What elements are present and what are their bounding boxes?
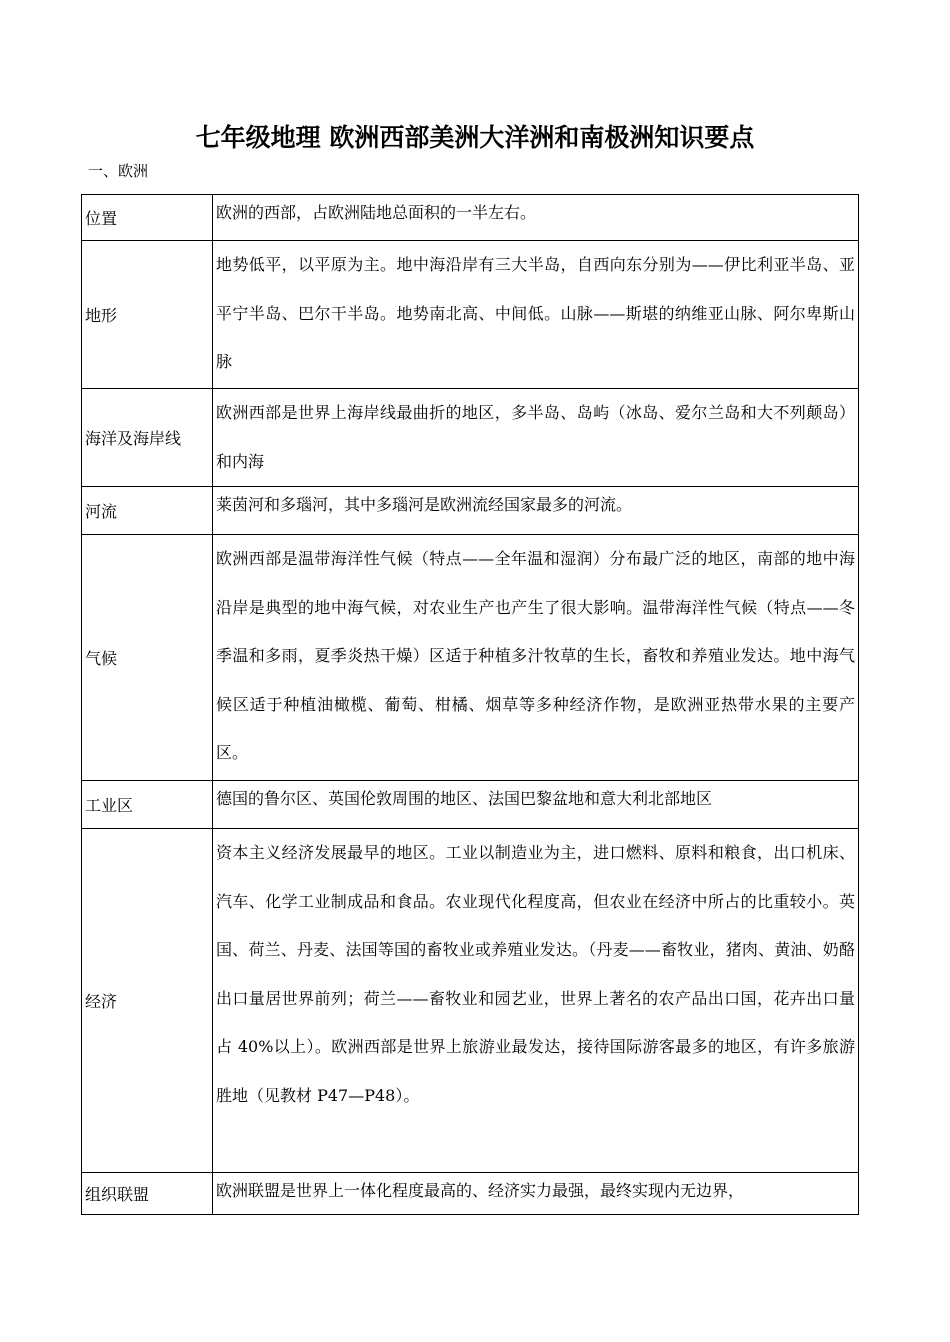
knowledge-table (81, 194, 859, 1215)
row-label: 河流 (82, 487, 213, 535)
row-content: 德国的鲁尔区、英国伦敦周围的地区、法国巴黎盆地和意大利北部地区 (213, 781, 859, 829)
row-content: 欧洲西部是温带海洋性气候（特点——全年温和湿润）分布最广泛的地区，南部的地中海沿岸是典型的地中海气候，对农业生产也产生了很大影响。温带海洋性气候（特点——冬季温和多雨，夏季炎热干燥）区适于种植多汁牧草的生长，畜牧和养殖业发达。地中海气候区适于种植油橄榄、葡萄、柑橘、烟草等多种经济作物，是欧洲亚热带水果的主要产区。 (213, 535, 859, 781)
row-content: 莱茵河和多瑙河，其中多瑙河是欧洲流经国家最多的河流。 (213, 487, 859, 535)
row-content: 欧洲联盟是世界上一体化程度最高的、经济实力最强，最终实现内无边界， (213, 1173, 859, 1215)
table-row (82, 487, 859, 535)
row-label: 气候 (82, 535, 213, 781)
row-content: 地势低平，以平原为主。地中海沿岸有三大半岛，自西向东分别为——伊比利亚半岛、亚平宁半岛、巴尔干半岛。地势南北高、中间低。山脉——斯堪的纳维亚山脉、阿尔卑斯山脉 (213, 241, 859, 389)
section-heading: 一、欧洲 (88, 162, 149, 180)
table-row (82, 781, 859, 829)
table-row (82, 389, 859, 487)
row-label: 位置 (82, 195, 213, 241)
page-title: 七年级地理 欧洲西部美洲大洋洲和南极洲知识要点 (195, 123, 755, 152)
row-label: 组织联盟 (82, 1173, 213, 1215)
table-row (82, 195, 859, 241)
table-row (82, 241, 859, 389)
table-row (82, 535, 859, 781)
row-label: 经济 (82, 829, 213, 1173)
row-content: 资本主义经济发展最早的地区。工业以制造业为主，进口燃料、原料和粮食，出口机床、汽车、化学工业制成品和食品。农业现代化程度高，但农业在经济中所占的比重较小。英国、荷兰、丹麦、法国等国的畜牧业或养殖业发达。（丹麦——畜牧业，猪肉、黄油、奶酪出口量居世界前列；荷兰——畜牧业和园艺业，世界上著名的农产品出口国，花卉出口量占 40%以上）。欧洲西部是世界上旅游业最发达，接待国际游客最多的地区，有许多旅游胜地（见教材 P47—P48）。 (213, 829, 859, 1173)
table-row (82, 829, 859, 1173)
row-label: 工业区 (82, 781, 213, 829)
row-content: 欧洲西部是世界上海岸线最曲折的地区，多半岛、岛屿（冰岛、爱尔兰岛和大不列颠岛）和内海 (213, 389, 859, 487)
table-row (82, 1173, 859, 1215)
row-label: 地形 (82, 241, 213, 389)
row-label: 海洋及海岸线 (82, 389, 213, 487)
row-content: 欧洲的西部，占欧洲陆地总面积的一半左右。 (213, 195, 859, 241)
